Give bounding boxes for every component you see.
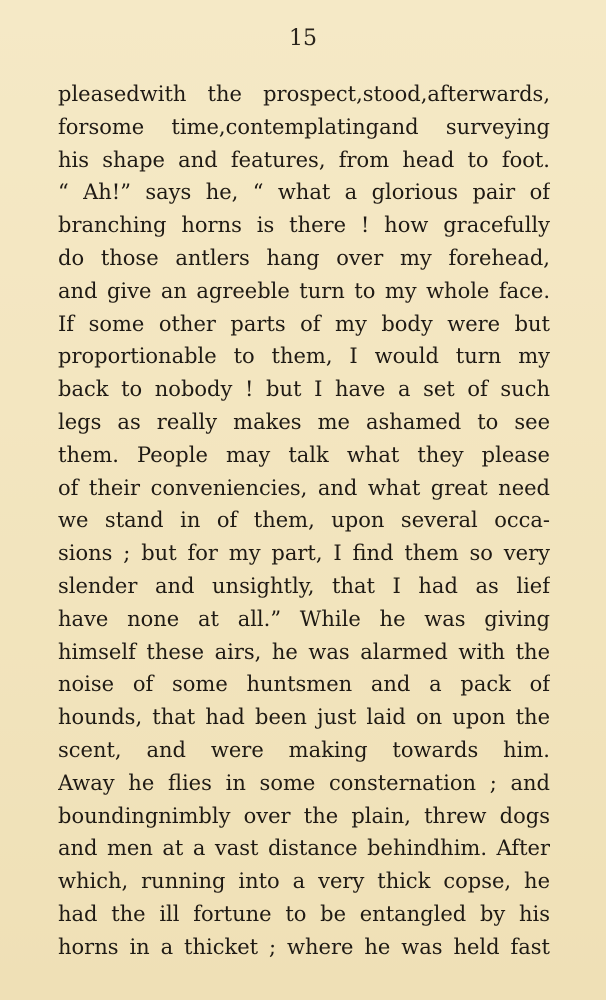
text-line: we stand in of them, upon several occa- xyxy=(58,508,550,533)
text-line: back to nobody ! but I have a set of such xyxy=(58,377,550,402)
text-line: which, running into a very thick copse, he xyxy=(58,869,550,894)
text-line: himself these airs, he was alarmed with the xyxy=(58,639,550,664)
text-line: scent, and were making towards him. xyxy=(58,737,550,762)
text-line: his shape and features, from head to foot. xyxy=(58,147,550,172)
text-line: have none at all.” While he was giving xyxy=(58,606,550,631)
text-line: and men at a vast distance behindhim. After xyxy=(58,836,550,861)
text-line: proportionable to them, I would turn my xyxy=(58,344,550,369)
text-line: had the ill fortune to be entangled by his xyxy=(58,901,550,926)
text-line: slender and unsightly, that I had as lief xyxy=(58,573,550,598)
text-line: forsome time,contemplatingand surveying xyxy=(58,114,550,139)
text-line: branching horns is there ! how gracefully xyxy=(58,213,550,238)
text-line: pleasedwith the prospect,stood,afterwards, xyxy=(58,82,550,106)
text-line: If some other parts of my body were but xyxy=(58,311,550,336)
text-line: them. People may talk what they please xyxy=(58,442,550,467)
text-line: hounds, that had been just laid on upon the xyxy=(58,705,550,730)
text-line: noise of some huntsmen and a pack of xyxy=(58,672,550,697)
text-line: sions ; but for my part, I find them so very xyxy=(58,541,550,566)
text-line: horns in a thicket ; where he was held fast xyxy=(58,934,550,959)
text-line: “ Ah!” says he, “ what a glorious pair of xyxy=(58,180,550,205)
text-line: boundingnimbly over the plain, threw dogs xyxy=(58,803,550,828)
text-line: Away he flies in some consternation ; and xyxy=(58,770,550,795)
text-line: do those antlers hang over my forehead, xyxy=(58,245,550,270)
text-line: legs as really makes me ashamed to see xyxy=(58,409,550,434)
page-number: 15 xyxy=(289,26,317,51)
text-line: of their conveniencies, and what great need xyxy=(58,475,550,500)
text-line: and give an agreeble turn to my whole face. xyxy=(58,278,550,303)
body-text xyxy=(58,78,550,964)
